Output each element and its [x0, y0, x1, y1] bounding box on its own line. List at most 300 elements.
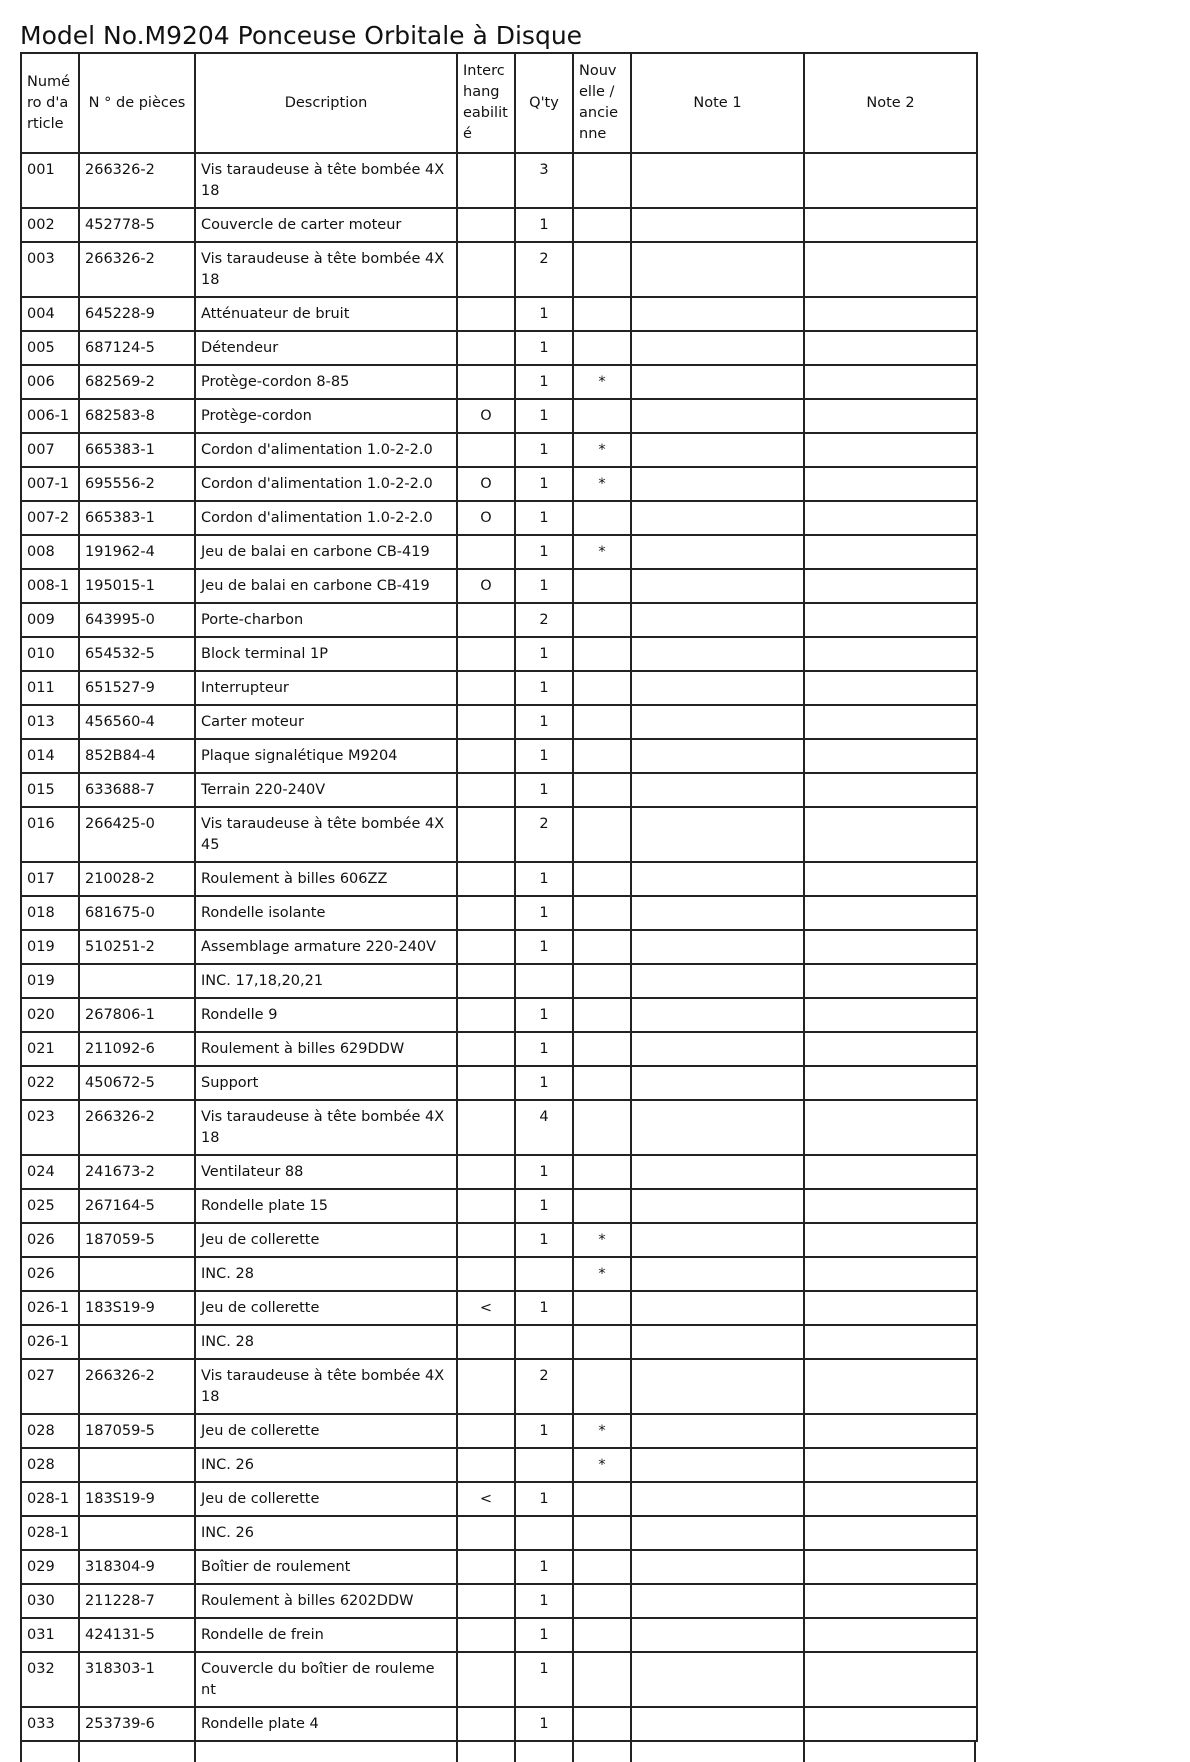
cell-description: Protège-cordon: [195, 399, 457, 433]
cell-note1: [631, 671, 804, 705]
header-new-old: Nouv elle / ancie nne: [573, 53, 631, 153]
cell-note1: [631, 1100, 804, 1155]
cell-note1: [631, 1066, 804, 1100]
cell-note1: [631, 705, 804, 739]
cell-note2: [804, 637, 977, 671]
cell-part-no: 267164-5: [79, 1189, 195, 1223]
header-interchangeability: Interc hang eabilit é: [457, 53, 515, 153]
cell-qty: 1: [515, 1707, 573, 1741]
cell-note2: [804, 1189, 977, 1223]
cell-description: Rondelle plate 4: [195, 1707, 457, 1741]
cell-note1: [631, 637, 804, 671]
cell-new-old: [573, 153, 631, 208]
cell-note2: [804, 1291, 977, 1325]
cell-item-no: 008-1: [21, 569, 79, 603]
cell-interchangeability: [457, 1516, 515, 1550]
cell-note2: [804, 1652, 977, 1707]
cell-item-no: 007-1: [21, 467, 79, 501]
table-row: [21, 1223, 977, 1257]
cell-note2: [804, 1448, 977, 1482]
cell-note1: [631, 998, 804, 1032]
cell-note2: [804, 896, 977, 930]
cell-item-no: 019: [21, 964, 79, 998]
cell-item-no: 014: [21, 739, 79, 773]
header-item-no: Numé ro d'a rticle: [21, 53, 79, 153]
cell-note1: [631, 208, 804, 242]
cell-item-no: 007: [21, 433, 79, 467]
cell-interchangeability: [457, 1359, 515, 1414]
table-row: [21, 1325, 977, 1359]
cell-note2: [804, 153, 977, 208]
cell-interchangeability: [457, 297, 515, 331]
cell-new-old: [573, 331, 631, 365]
cell-part-no: 187059-5: [79, 1223, 195, 1257]
cell-note2: [804, 433, 977, 467]
table-row: [21, 862, 977, 896]
cell-note1: [631, 399, 804, 433]
cell-note2: [804, 1032, 977, 1066]
cell-qty: 3: [515, 153, 573, 208]
cell-part-no: 183S19-9: [79, 1482, 195, 1516]
cell-item-no: 004: [21, 297, 79, 331]
cell-part-no: 266326-2: [79, 242, 195, 297]
cell-interchangeability: [457, 637, 515, 671]
cell-new-old: *: [573, 467, 631, 501]
cell-description: Porte-charbon: [195, 603, 457, 637]
cell-note2: [804, 1359, 977, 1414]
cell-interchangeability: O: [457, 399, 515, 433]
cell-interchangeability: [457, 535, 515, 569]
table-column-line: [803, 1742, 805, 1762]
cell-new-old: [573, 603, 631, 637]
cell-description: Vis taraudeuse à tête bombée 4X 18: [195, 1100, 457, 1155]
cell-item-no: 026: [21, 1223, 79, 1257]
cell-new-old: [573, 501, 631, 535]
cell-note2: [804, 862, 977, 896]
cell-new-old: [573, 399, 631, 433]
cell-item-no: 006-1: [21, 399, 79, 433]
cell-interchangeability: [457, 773, 515, 807]
table-row: [21, 671, 977, 705]
cell-interchangeability: [457, 930, 515, 964]
cell-part-no: 191962-4: [79, 535, 195, 569]
cell-interchangeability: [457, 1707, 515, 1741]
cell-item-no: 003: [21, 242, 79, 297]
cell-new-old: [573, 1325, 631, 1359]
table-row: [21, 603, 977, 637]
table-row: [21, 1155, 977, 1189]
cell-interchangeability: [457, 739, 515, 773]
cell-note1: [631, 569, 804, 603]
cell-item-no: 022: [21, 1066, 79, 1100]
cell-note1: [631, 739, 804, 773]
cell-qty: 2: [515, 1359, 573, 1414]
cell-item-no: 020: [21, 998, 79, 1032]
table-row: [21, 1707, 977, 1741]
cell-interchangeability: [457, 1155, 515, 1189]
cell-note2: [804, 535, 977, 569]
cell-interchangeability: [457, 208, 515, 242]
table-row: [21, 1414, 977, 1448]
cell-description: Atténuateur de bruit: [195, 297, 457, 331]
cell-interchangeability: [457, 1189, 515, 1223]
table-row: [21, 930, 977, 964]
cell-note1: [631, 1257, 804, 1291]
cell-new-old: *: [573, 1414, 631, 1448]
cell-note2: [804, 467, 977, 501]
cell-item-no: 010: [21, 637, 79, 671]
cell-note1: [631, 1584, 804, 1618]
cell-interchangeability: [457, 705, 515, 739]
cell-part-no: 318304-9: [79, 1550, 195, 1584]
cell-interchangeability: [457, 1414, 515, 1448]
cell-new-old: [573, 1516, 631, 1550]
cell-note1: [631, 1482, 804, 1516]
cell-interchangeability: <: [457, 1482, 515, 1516]
cell-interchangeability: [457, 1584, 515, 1618]
cell-item-no: 016: [21, 807, 79, 862]
table-row: [21, 964, 977, 998]
cell-description: Protège-cordon 8-85: [195, 365, 457, 399]
cell-description: Jeu de collerette: [195, 1223, 457, 1257]
cell-description: Jeu de collerette: [195, 1291, 457, 1325]
cell-interchangeability: [457, 1448, 515, 1482]
cell-note1: [631, 1652, 804, 1707]
cell-qty: 1: [515, 773, 573, 807]
cell-interchangeability: O: [457, 467, 515, 501]
table-header-row: [21, 53, 977, 153]
table-continuation: [20, 1740, 976, 1742]
cell-qty: [515, 1516, 573, 1550]
cell-qty: 1: [515, 1482, 573, 1516]
cell-note1: [631, 896, 804, 930]
cell-note1: [631, 1550, 804, 1584]
cell-description: Vis taraudeuse à tête bombée 4X 18: [195, 153, 457, 208]
table-row: [21, 208, 977, 242]
cell-interchangeability: [457, 433, 515, 467]
table-column-line: [78, 1742, 80, 1762]
cell-item-no: 028: [21, 1414, 79, 1448]
cell-note1: [631, 1032, 804, 1066]
cell-item-no: 001: [21, 153, 79, 208]
cell-note1: [631, 242, 804, 297]
table-column-line: [974, 1742, 976, 1762]
cell-qty: 1: [515, 739, 573, 773]
cell-part-no: 253739-6: [79, 1707, 195, 1741]
cell-description: INC. 28: [195, 1325, 457, 1359]
cell-note1: [631, 930, 804, 964]
cell-note2: [804, 1223, 977, 1257]
table-row: [21, 399, 977, 433]
cell-part-no: 450672-5: [79, 1066, 195, 1100]
cell-note1: [631, 1325, 804, 1359]
cell-new-old: [573, 1652, 631, 1707]
cell-description: INC. 28: [195, 1257, 457, 1291]
cell-qty: 1: [515, 637, 573, 671]
cell-note2: [804, 1550, 977, 1584]
table-row: [21, 153, 977, 208]
cell-item-no: 018: [21, 896, 79, 930]
cell-qty: 1: [515, 705, 573, 739]
cell-new-old: *: [573, 433, 631, 467]
cell-item-no: 027: [21, 1359, 79, 1414]
cell-description: INC. 17,18,20,21: [195, 964, 457, 998]
cell-interchangeability: <: [457, 1291, 515, 1325]
cell-note1: [631, 1414, 804, 1448]
cell-item-no: 021: [21, 1032, 79, 1066]
cell-part-no: 266425-0: [79, 807, 195, 862]
cell-item-no: 028: [21, 1448, 79, 1482]
cell-note1: [631, 1223, 804, 1257]
cell-item-no: 029: [21, 1550, 79, 1584]
table-row: [21, 1448, 977, 1482]
cell-new-old: [573, 1066, 631, 1100]
cell-part-no: [79, 1448, 195, 1482]
cell-part-no: 424131-5: [79, 1618, 195, 1652]
cell-new-old: *: [573, 535, 631, 569]
cell-interchangeability: [457, 998, 515, 1032]
cell-part-no: 211228-7: [79, 1584, 195, 1618]
cell-part-no: 681675-0: [79, 896, 195, 930]
header-qty: Q'ty: [515, 53, 573, 153]
cell-item-no: 013: [21, 705, 79, 739]
cell-description: Terrain 220-240V: [195, 773, 457, 807]
cell-item-no: 005: [21, 331, 79, 365]
cell-part-no: 695556-2: [79, 467, 195, 501]
cell-new-old: [573, 773, 631, 807]
cell-note2: [804, 1618, 977, 1652]
cell-interchangeability: [457, 964, 515, 998]
cell-qty: 1: [515, 1223, 573, 1257]
table-row: [21, 807, 977, 862]
table-row: [21, 705, 977, 739]
cell-qty: 1: [515, 1550, 573, 1584]
cell-description: Jeu de collerette: [195, 1482, 457, 1516]
cell-item-no: 030: [21, 1584, 79, 1618]
table-row: [21, 501, 977, 535]
cell-description: INC. 26: [195, 1448, 457, 1482]
cell-note2: [804, 208, 977, 242]
table-row: [21, 535, 977, 569]
cell-note1: [631, 535, 804, 569]
table-row: [21, 297, 977, 331]
cell-note1: [631, 1359, 804, 1414]
cell-note1: [631, 862, 804, 896]
cell-part-no: 267806-1: [79, 998, 195, 1032]
cell-interchangeability: [457, 1066, 515, 1100]
cell-description: Couvercle du boîtier de rouleme nt: [195, 1652, 457, 1707]
cell-qty: 2: [515, 603, 573, 637]
cell-interchangeability: [457, 1223, 515, 1257]
cell-qty: 1: [515, 569, 573, 603]
table-row: [21, 365, 977, 399]
cell-note1: [631, 331, 804, 365]
cell-new-old: [573, 705, 631, 739]
cell-part-no: [79, 1257, 195, 1291]
table-row: [21, 1652, 977, 1707]
cell-item-no: 025: [21, 1189, 79, 1223]
cell-item-no: 033: [21, 1707, 79, 1741]
cell-new-old: [573, 1100, 631, 1155]
cell-qty: 1: [515, 501, 573, 535]
cell-item-no: 009: [21, 603, 79, 637]
table-row: [21, 242, 977, 297]
header-part-no: N ° de pièces: [79, 53, 195, 153]
cell-note2: [804, 705, 977, 739]
cell-part-no: 645228-9: [79, 297, 195, 331]
cell-interchangeability: [457, 671, 515, 705]
cell-qty: 1: [515, 1066, 573, 1100]
cell-description: INC. 26: [195, 1516, 457, 1550]
table-column-line: [514, 1742, 516, 1762]
cell-note1: [631, 1516, 804, 1550]
cell-part-no: 241673-2: [79, 1155, 195, 1189]
cell-new-old: [573, 1291, 631, 1325]
cell-new-old: [573, 1618, 631, 1652]
cell-description: Rondelle de frein: [195, 1618, 457, 1652]
cell-note2: [804, 1155, 977, 1189]
cell-description: Plaque signalétique M9204: [195, 739, 457, 773]
cell-description: Assemblage armature 220-240V: [195, 930, 457, 964]
cell-interchangeability: [457, 1257, 515, 1291]
cell-qty: 1: [515, 331, 573, 365]
cell-qty: 1: [515, 467, 573, 501]
cell-new-old: [573, 1189, 631, 1223]
cell-qty: [515, 1257, 573, 1291]
cell-new-old: [573, 1550, 631, 1584]
cell-note2: [804, 1516, 977, 1550]
cell-note2: [804, 1414, 977, 1448]
cell-part-no: 266326-2: [79, 153, 195, 208]
cell-item-no: 031: [21, 1618, 79, 1652]
cell-qty: 1: [515, 1155, 573, 1189]
cell-description: Jeu de balai en carbone CB-419: [195, 569, 457, 603]
cell-description: Support: [195, 1066, 457, 1100]
cell-new-old: [573, 1032, 631, 1066]
cell-part-no: 852B84-4: [79, 739, 195, 773]
cell-new-old: [573, 998, 631, 1032]
table-row: [21, 1550, 977, 1584]
cell-description: Rondelle isolante: [195, 896, 457, 930]
cell-part-no: 266326-2: [79, 1100, 195, 1155]
cell-note1: [631, 1707, 804, 1741]
table-row: [21, 1100, 977, 1155]
cell-item-no: 008: [21, 535, 79, 569]
cell-description: Ventilateur 88: [195, 1155, 457, 1189]
table-row: [21, 569, 977, 603]
cell-part-no: 510251-2: [79, 930, 195, 964]
cell-note2: [804, 671, 977, 705]
cell-part-no: [79, 964, 195, 998]
cell-note1: [631, 1448, 804, 1482]
cell-qty: 1: [515, 896, 573, 930]
cell-item-no: 024: [21, 1155, 79, 1189]
cell-item-no: 002: [21, 208, 79, 242]
table-column-line: [456, 1742, 458, 1762]
cell-note1: [631, 501, 804, 535]
cell-qty: 1: [515, 1189, 573, 1223]
cell-item-no: 026: [21, 1257, 79, 1291]
table-row: [21, 1257, 977, 1291]
cell-qty: 1: [515, 297, 573, 331]
cell-description: Block terminal 1P: [195, 637, 457, 671]
cell-description: Vis taraudeuse à tête bombée 4X 45: [195, 807, 457, 862]
cell-interchangeability: [457, 807, 515, 862]
cell-description: Vis taraudeuse à tête bombée 4X 18: [195, 242, 457, 297]
cell-part-no: [79, 1325, 195, 1359]
cell-note2: [804, 807, 977, 862]
cell-note2: [804, 998, 977, 1032]
table-row: [21, 1482, 977, 1516]
cell-part-no: 665383-1: [79, 501, 195, 535]
cell-note2: [804, 1066, 977, 1100]
parts-table: [20, 52, 978, 1742]
cell-qty: 1: [515, 535, 573, 569]
cell-new-old: [573, 1482, 631, 1516]
header-note2: Note 2: [804, 53, 977, 153]
cell-qty: 1: [515, 1584, 573, 1618]
cell-part-no: 211092-6: [79, 1032, 195, 1066]
cell-description: Cordon d'alimentation 1.0-2-2.0: [195, 433, 457, 467]
cell-item-no: 007-2: [21, 501, 79, 535]
cell-qty: 1: [515, 365, 573, 399]
cell-note2: [804, 331, 977, 365]
cell-qty: 1: [515, 433, 573, 467]
cell-qty: 1: [515, 1652, 573, 1707]
cell-qty: 1: [515, 1032, 573, 1066]
table-row: [21, 998, 977, 1032]
cell-note2: [804, 399, 977, 433]
cell-interchangeability: [457, 896, 515, 930]
cell-item-no: 026-1: [21, 1291, 79, 1325]
cell-qty: 1: [515, 930, 573, 964]
cell-note1: [631, 467, 804, 501]
cell-part-no: 266326-2: [79, 1359, 195, 1414]
cell-item-no: 028-1: [21, 1516, 79, 1550]
cell-new-old: [573, 569, 631, 603]
cell-item-no: 017: [21, 862, 79, 896]
cell-description: Carter moteur: [195, 705, 457, 739]
cell-part-no: 187059-5: [79, 1414, 195, 1448]
header-description: Description: [195, 53, 457, 153]
cell-interchangeability: [457, 1100, 515, 1155]
cell-new-old: [573, 1584, 631, 1618]
cell-part-no: 318303-1: [79, 1652, 195, 1707]
table-row: [21, 1359, 977, 1414]
cell-qty: 2: [515, 807, 573, 862]
cell-qty: 1: [515, 399, 573, 433]
cell-new-old: *: [573, 1257, 631, 1291]
cell-item-no: 032: [21, 1652, 79, 1707]
cell-interchangeability: [457, 365, 515, 399]
cell-note2: [804, 1584, 977, 1618]
cell-interchangeability: [457, 862, 515, 896]
cell-note2: [804, 297, 977, 331]
cell-description: Roulement à billes 629DDW: [195, 1032, 457, 1066]
cell-note2: [804, 242, 977, 297]
cell-note2: [804, 930, 977, 964]
cell-note1: [631, 603, 804, 637]
cell-note1: [631, 297, 804, 331]
table-row: [21, 1584, 977, 1618]
cell-part-no: 665383-1: [79, 433, 195, 467]
cell-new-old: *: [573, 1448, 631, 1482]
cell-part-no: 452778-5: [79, 208, 195, 242]
cell-interchangeability: [457, 1618, 515, 1652]
cell-interchangeability: O: [457, 569, 515, 603]
table-row: [21, 773, 977, 807]
cell-part-no: 195015-1: [79, 569, 195, 603]
